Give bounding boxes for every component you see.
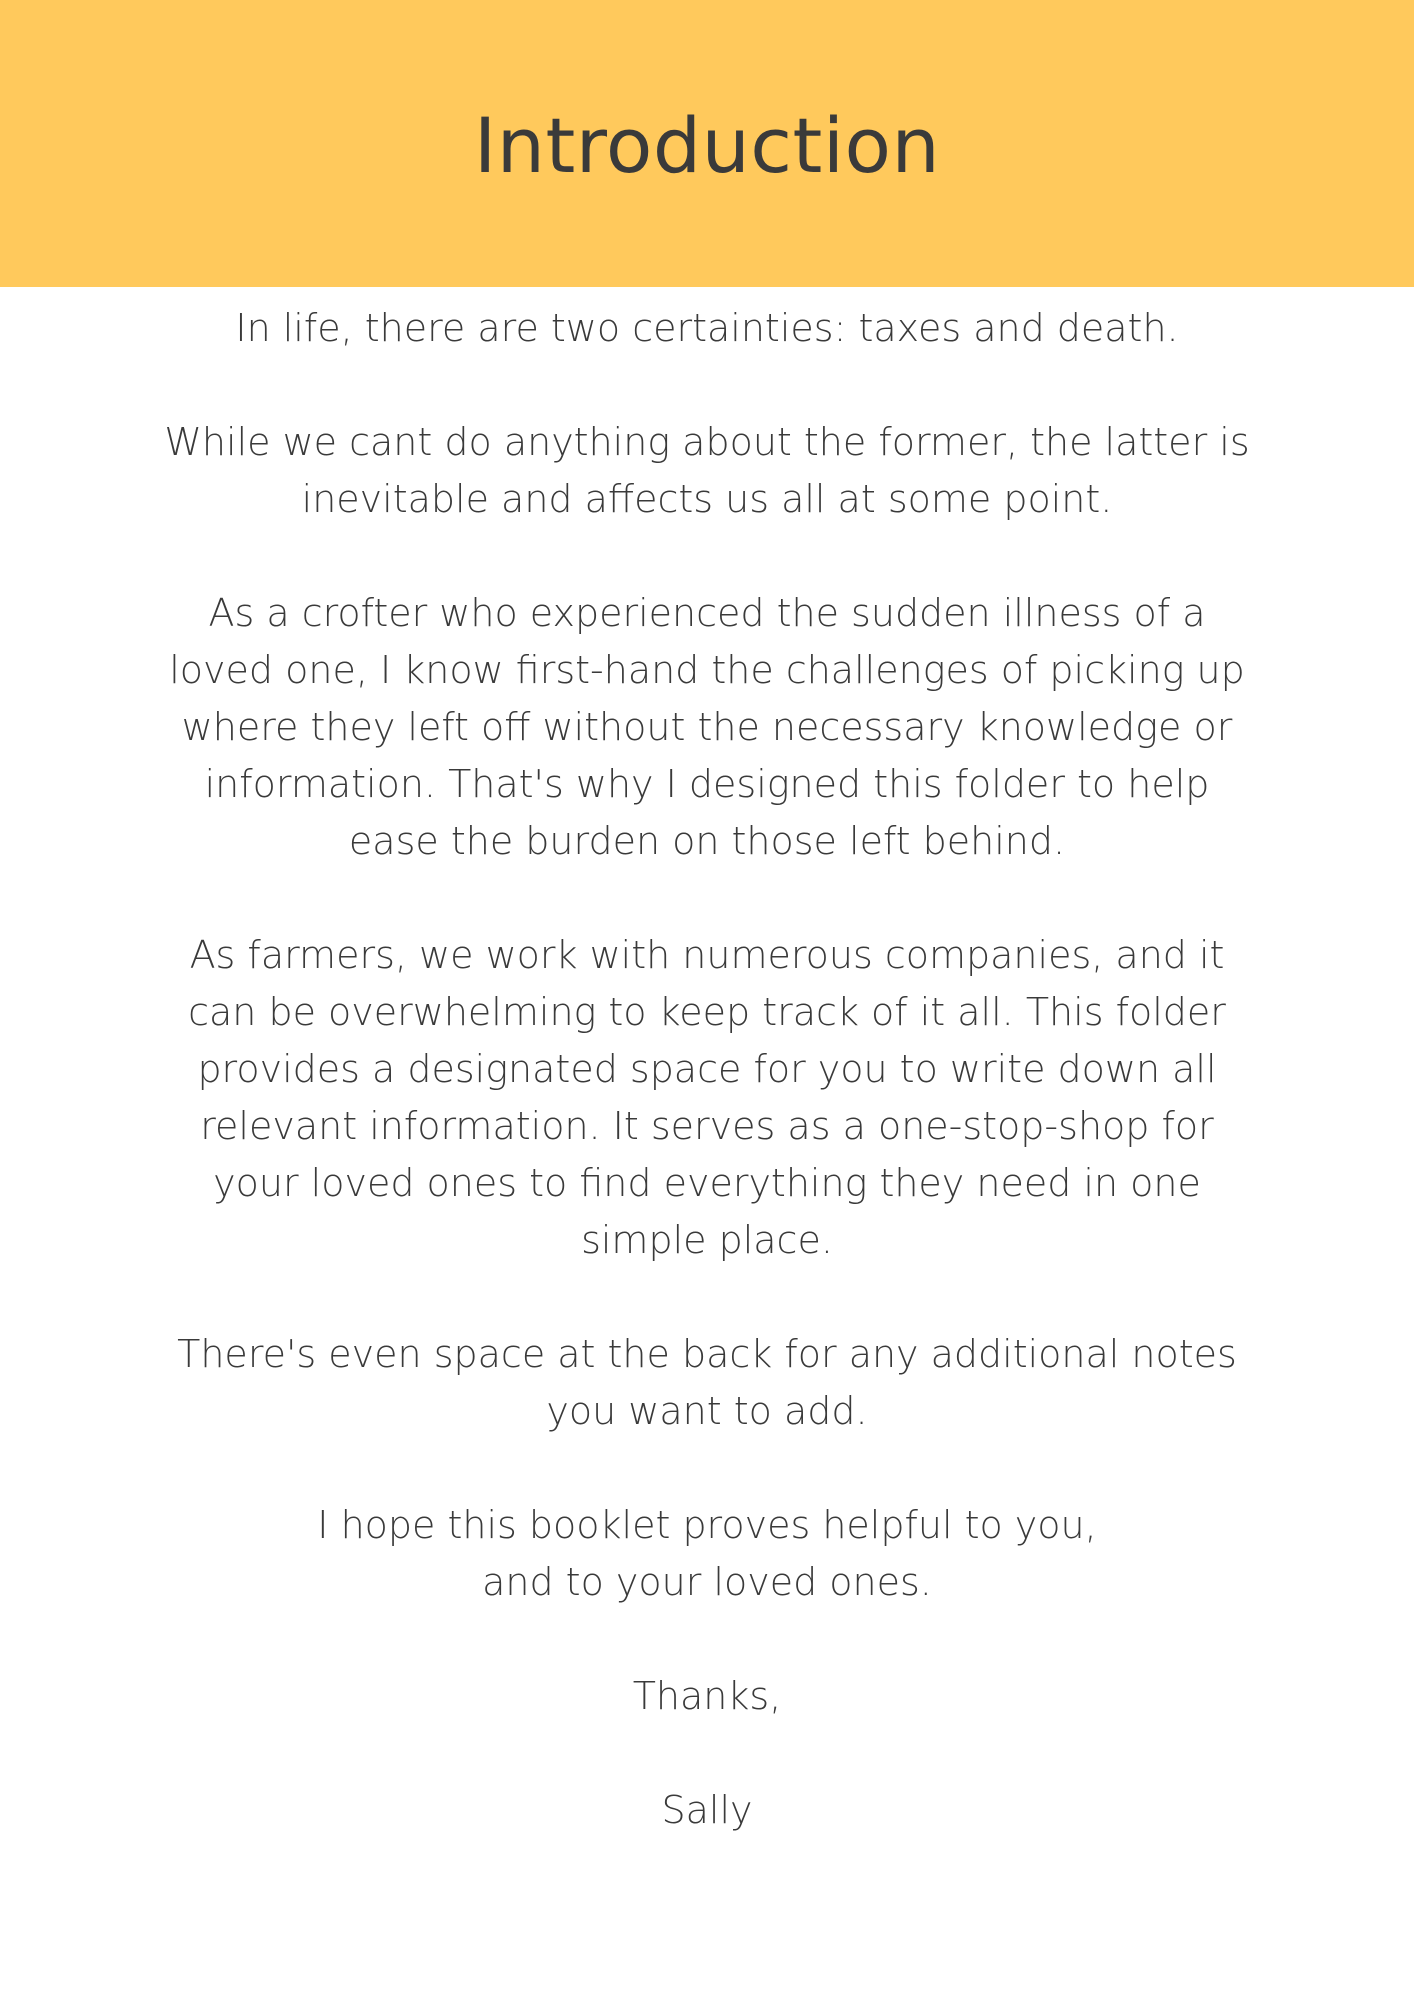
signature-name: Sally bbox=[661, 1788, 753, 1832]
paragraph-inevitable: While we cant do anything about the former, the latter is inevitable and affects us all at some point. bbox=[164, 420, 1250, 521]
paragraph-hope: I hope this booklet proves helpful to you, and to your loved ones. bbox=[317, 1503, 1097, 1604]
paragraph-folder-purpose: As farmers, we work with numerous companies, and it can be overwhelming to keep track of it all. This folder provides a designated space for you to write down all relevant information. It serves as a one-stop-shop for your loved ones to find everything they need in one simple place. bbox=[188, 933, 1226, 1262]
paragraph-notes-space: There's even space at the back for any additional notes you want to add. bbox=[177, 1332, 1237, 1433]
paragraph-crofter-story: As a crofter who experienced the sudden illness of a loved one, I know first-hand the challenges of picking up where they left off without the necessary knowledge or information. That's why I designed this folder to help ease the burden on those left behind. bbox=[169, 591, 1245, 863]
page-title: Introduction bbox=[473, 101, 941, 190]
paragraph-certainties: In life, there are two certainties: taxes and death. bbox=[235, 306, 1179, 350]
header-banner bbox=[0, 0, 1414, 287]
sign-off: Thanks, bbox=[632, 1674, 782, 1718]
